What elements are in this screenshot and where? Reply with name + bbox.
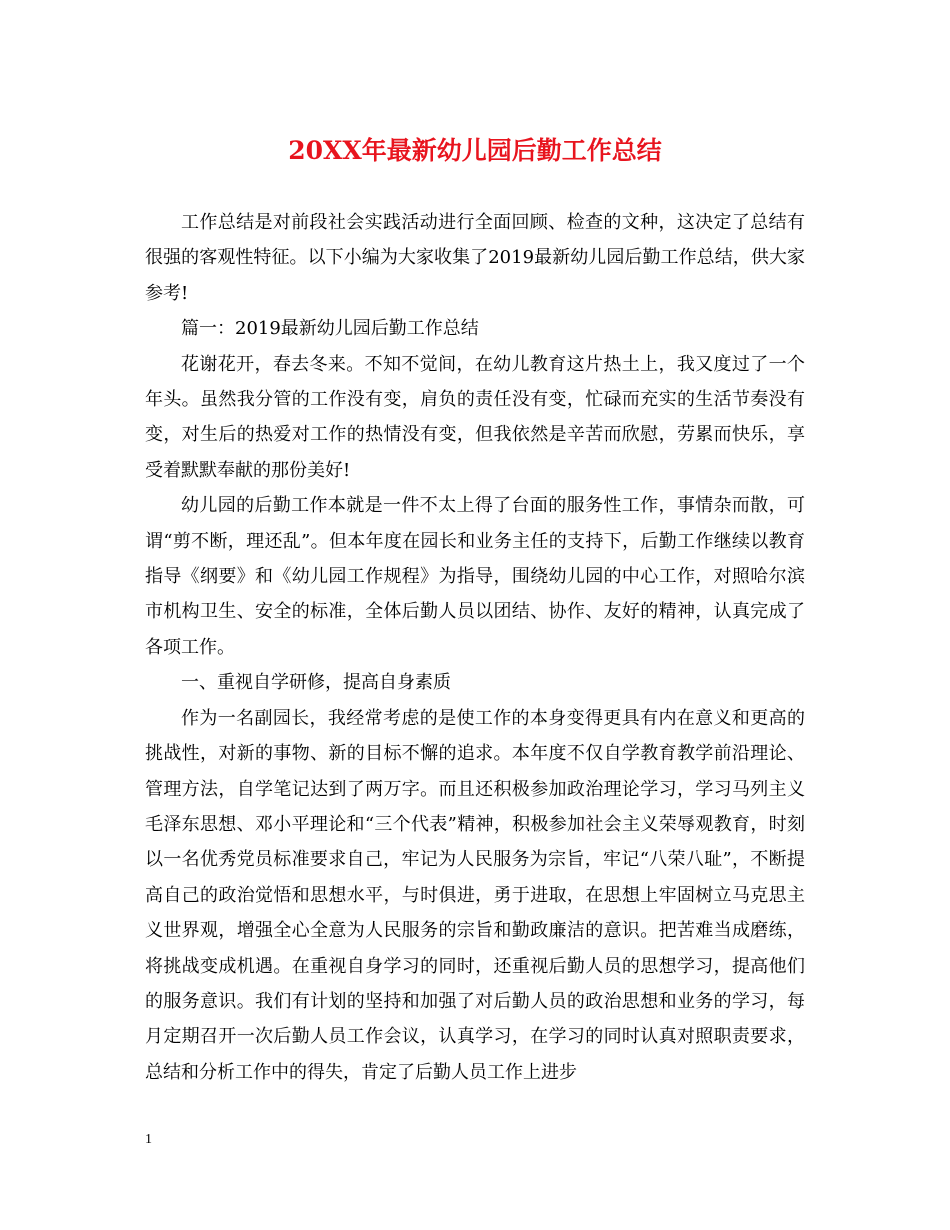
section-heading-one: 一、重视自学研修，提高自身素质 — [181, 672, 451, 694]
page-number: 1 — [145, 1132, 152, 1147]
section-heading-part-one: 篇一：2019最新幼儿园后勤工作总结 — [181, 318, 479, 340]
body-paragraph: 幼儿园的后勤工作本就是一件不太上得了台面的服务性工作，事情杂而散，可谓“剪不断，理还乱”。但本年度在园长和业务主任的支持下，后勤工作继续以教育指导《纲要》和《幼儿园工作规程》为指导，围绕幼儿园的中心工作，对照哈尔滨市机构卫生、安全的标准，全体后勤人员以团结、协作、友好的精神，认真完成了各项工作。 — [145, 495, 805, 658]
body-paragraph: 花谢花开，春去冬来。不知不觉间，在幼儿教育这片热土上，我又度过了一个年头。虽然我分管的工作没有变，肩负的责任没有变，忙碌而充实的生活节奏没有变，对生后的热爱对工作的热情没有变，但我依然是辛苦而欣慰，劳累而快乐，享受着默默奉献的那份美好! — [145, 353, 805, 481]
body-paragraph: 作为一名副园长，我经常考虑的是使工作的本身变得更具有内在意义和更高的挑战性，对新的事物、新的目标不懈的追求。本年度不仅自学教育教学前沿理论、管理方法，自学笔记达到了两万字。而且还积极参加政治理论学习，学习马列主义毛泽东思想、邓小平理论和“三个代表”精神，积极参加社会主义荣辱观教育，时刻以一名优秀党员标准要求自己，牢记为人民服务为宗旨，牢记“八荣八耻”，不断提高自己的政治觉悟和思想水平，与时俱进，勇于进取，在思想上牢固树立马克思主义世界观，增强全心全意为人民服务的宗旨和勤政廉洁的意识。把苦难当成磨练，将挑战变成机遇。在重视自身学习的同时，还重视后勤人员的思想学习，提高他们的服务意识。我们有计划的坚持和加强了对后勤人员的政治思想和业务的学习，每月定期召开一次后勤人员工作会议，认真学习，在学习的同时认真对照职责要求，总结和分析工作中的得失，肯定了后勤人员工作上进步 — [145, 707, 805, 1083]
intro-paragraph: 工作总结是对前段社会实践活动进行全面回顾、检查的文种，这决定了总结有很强的客观性特征。以下小编为大家收集了2019最新幼儿园后勤工作总结，供大家参考! — [145, 212, 805, 304]
document-body — [145, 205, 805, 1090]
document-title: 20XX年最新幼儿园后勤工作总结 — [288, 136, 662, 165]
